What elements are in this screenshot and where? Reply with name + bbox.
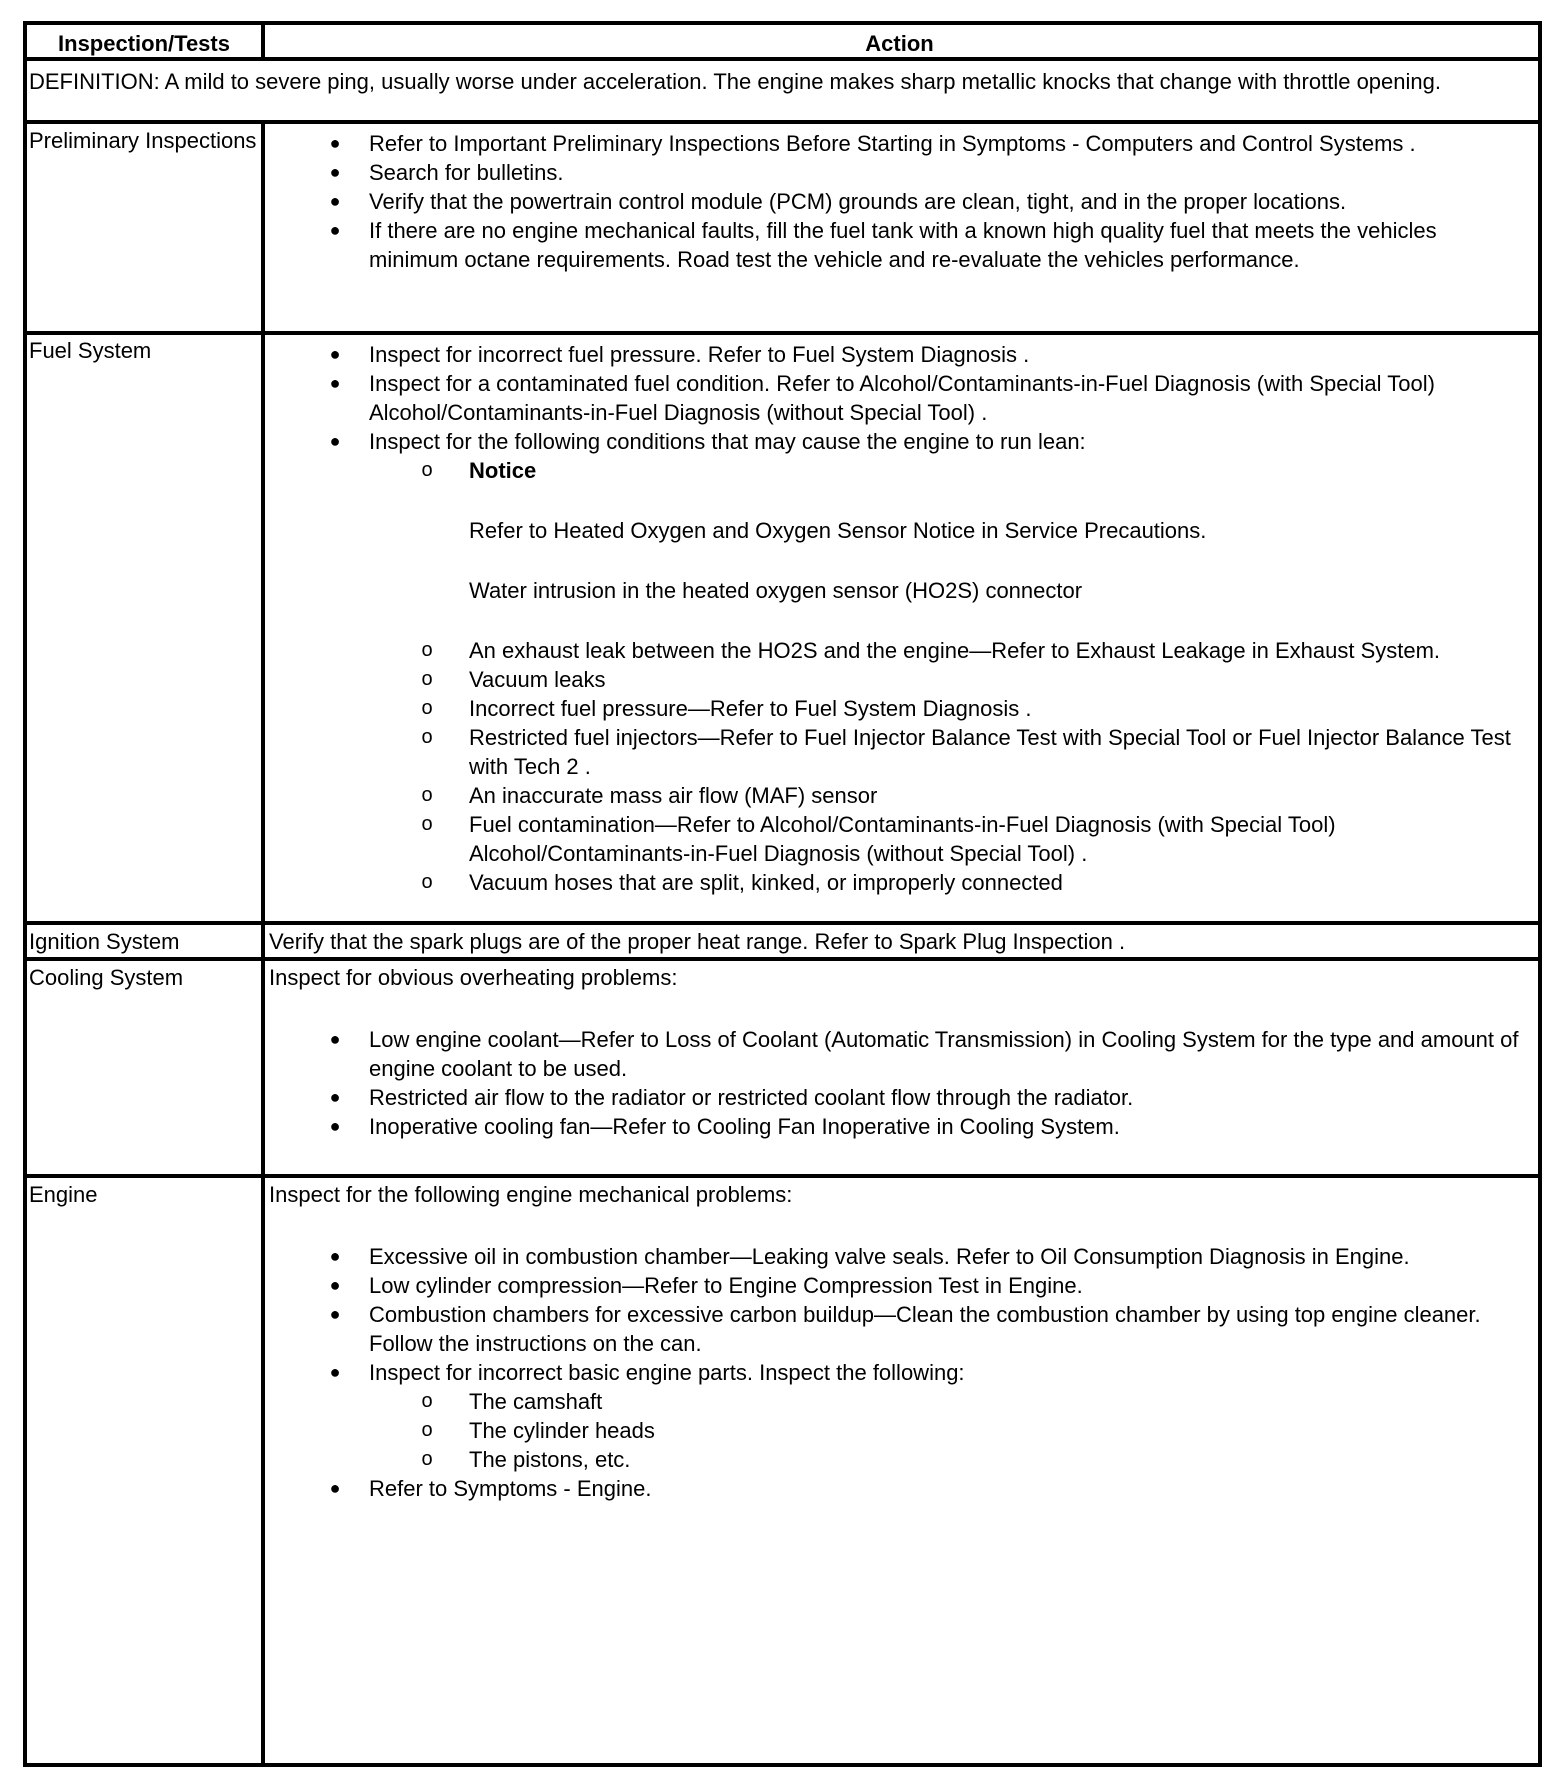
row-divider [27,331,1538,335]
sub-list-item: o Restricted fuel injectors—Refer to Fuel Injector Balance Test with Special Tool or Fuel Injector Balance Test with Tech 2 . [369,723,1530,781]
bullet-icon: ● [329,220,341,240]
row-label-cooling-system: Cooling System [29,965,184,990]
header-action: Action [865,31,934,56]
circle-bullet-icon: o [421,784,433,806]
list-item: ● Inspect for a contaminated fuel condition. Refer to Alcohol/Contaminants-in-Fuel Diagnosis (with Special Tool) Alcohol/Contaminants-in-Fuel Diagnosis (without Special Tool) . [269,369,1530,427]
sub-list-item: o An inaccurate mass air flow (MAF) sensor [369,781,1530,810]
row-divider [27,957,1538,961]
cooling-intro: Inspect for obvious overheating problems: [269,965,678,990]
circle-bullet-icon: o [421,871,433,893]
engine-intro: Inspect for the following engine mechanical problems: [269,1182,793,1207]
engine-actions [269,1180,1530,1503]
preliminary-actions [269,129,1530,274]
definition-text: DEFINITION: A mild to severe ping, usually worse under acceleration. The engine makes sharp metallic knocks that change with throttle opening. [29,69,1441,94]
diagnosis-table [23,21,1542,1767]
list-item: ● Combustion chambers for excessive carbon buildup—Clean the combustion chamber by using top engine cleaner. Follow the instructions on the can. [269,1300,1530,1358]
sub-list-item: o Incorrect fuel pressure—Refer to Fuel System Diagnosis . [369,694,1530,723]
circle-bullet-icon: o [421,639,433,661]
bullet-icon: ● [329,373,341,393]
header-inspection-tests: Inspection/Tests [58,31,230,56]
bullet-icon: ● [329,133,341,153]
row-label-engine: Engine [29,1182,98,1207]
list-item: ● Excessive oil in combustion chamber—Leaking valve seals. Refer to Oil Consumption Diagnosis in Engine. [269,1242,1530,1271]
bullet-icon: ● [329,1116,341,1136]
list-item: ● Inspect for the following conditions that may cause the engine to run lean: o Notice Refer to Heated Oxygen and Oxygen Sensor Notice in Service Precautions. Water intrusion in the heated oxygen sensor (HO2S) connector o An exhaust leak between the HO2S and the engine—Refer to Exhaust Leakage in Exhaust System. o Vacuum leaks o Incorrect fuel pressure—Refer to Fuel System Diagnosis . o Restricted fuel injectors—Refer to Fuel Injector Balance Test with Special Tool or Fuel Injector Balance Test with Tech 2 . o An inaccurate mass air flow (MAF) sensor o Fuel contamination—Refer to Alcohol/Contaminants-in-Fuel Diagnosis (with Special Tool) Alcohol/Contaminants-in-Fuel Diagnosis (without Special Tool) . o Vacuum hoses that are split, kinked, or improperly connected [269,427,1530,897]
sub-list-item: o Vacuum hoses that are split, kinked, or improperly connected [369,868,1530,897]
list-item: ● Low cylinder compression—Refer to Engine Compression Test in Engine. [269,1271,1530,1300]
sub-list-item: o Vacuum leaks [369,665,1530,694]
row-divider [27,1174,1538,1178]
notice-title: Notice [469,458,537,483]
row-divider [27,120,1538,124]
cooling-system-actions [269,963,1530,1141]
bullet-icon: ● [329,1304,341,1324]
column-divider [261,120,265,1763]
circle-bullet-icon: o [421,459,433,481]
sub-list-item: o Fuel contamination—Refer to Alcohol/Contaminants-in-Fuel Diagnosis (with Special Tool) Alcohol/Contaminants-in-Fuel Diagnosis (without Special Tool) . [369,810,1530,868]
row-label-ignition-system: Ignition System [29,929,180,954]
row-divider [27,921,1538,925]
bullet-icon: ● [329,1275,341,1295]
list-item: ● Search for bulletins. [269,158,1530,187]
bullet-icon: ● [329,1478,341,1498]
notice-text: Refer to Heated Oxygen and Oxygen Sensor Notice in Service Precautions. [469,518,1207,543]
ignition-action: Verify that the spark plugs are of the proper heat range. Refer to Spark Plug Inspection . [269,929,1126,954]
list-item: ● Verify that the powertrain control module (PCM) grounds are clean, tight, and in the proper locations. [269,187,1530,216]
list-item: ● Inspect for incorrect fuel pressure. Refer to Fuel System Diagnosis . [269,340,1530,369]
circle-bullet-icon: o [421,813,433,835]
list-item: ● Restricted air flow to the radiator or restricted coolant flow through the radiator. [269,1083,1530,1112]
row-label-preliminary: Preliminary Inspections [29,128,257,153]
list-item: ● Refer to Symptoms - Engine. [269,1474,1530,1503]
circle-bullet-icon: o [421,726,433,748]
bullet-icon: ● [329,162,341,182]
bullet-icon: ● [329,431,341,451]
bullet-icon: ● [329,1029,341,1049]
fuel-system-actions [269,340,1530,897]
list-item: ● Inspect for incorrect basic engine parts. Inspect the following: o The camshaft o The cylinder heads o The pistons, etc. [269,1358,1530,1474]
circle-bullet-icon: o [421,1448,433,1470]
water-intrusion-text: Water intrusion in the heated oxygen sensor (HO2S) connector [469,578,1083,603]
bullet-icon: ● [329,1087,341,1107]
bullet-icon: ● [329,191,341,211]
circle-bullet-icon: o [421,1390,433,1412]
list-item: ● If there are no engine mechanical faults, fill the fuel tank with a known high quality fuel that meets the vehicles minimum octane requirements. Road test the vehicle and re-evaluate the vehicles performance. [269,216,1530,274]
bullet-icon: ● [329,1362,341,1382]
bullet-icon: ● [329,1246,341,1266]
circle-bullet-icon: o [421,697,433,719]
bullet-icon: ● [329,344,341,364]
list-item: ● Refer to Important Preliminary Inspections Before Starting in Symptoms - Computers and Control Systems . [269,129,1530,158]
circle-bullet-icon: o [421,668,433,690]
circle-bullet-icon: o [421,1419,433,1441]
list-item: ● Low engine coolant—Refer to Loss of Coolant (Automatic Transmission) in Cooling System for the type and amount of engine coolant to be used. [269,1025,1530,1083]
sub-list-item: o The cylinder heads [369,1416,1530,1445]
column-divider [261,25,265,61]
row-label-fuel-system: Fuel System [29,338,152,363]
sub-list-item [369,456,1530,636]
sub-list-item: o An exhaust leak between the HO2S and the engine—Refer to Exhaust Leakage in Exhaust System. [369,636,1530,665]
list-item: ● Inoperative cooling fan—Refer to Cooling Fan Inoperative in Cooling System. [269,1112,1530,1141]
sub-list-item: o The pistons, etc. [369,1445,1530,1474]
sub-list-item: o The camshaft [369,1387,1530,1416]
